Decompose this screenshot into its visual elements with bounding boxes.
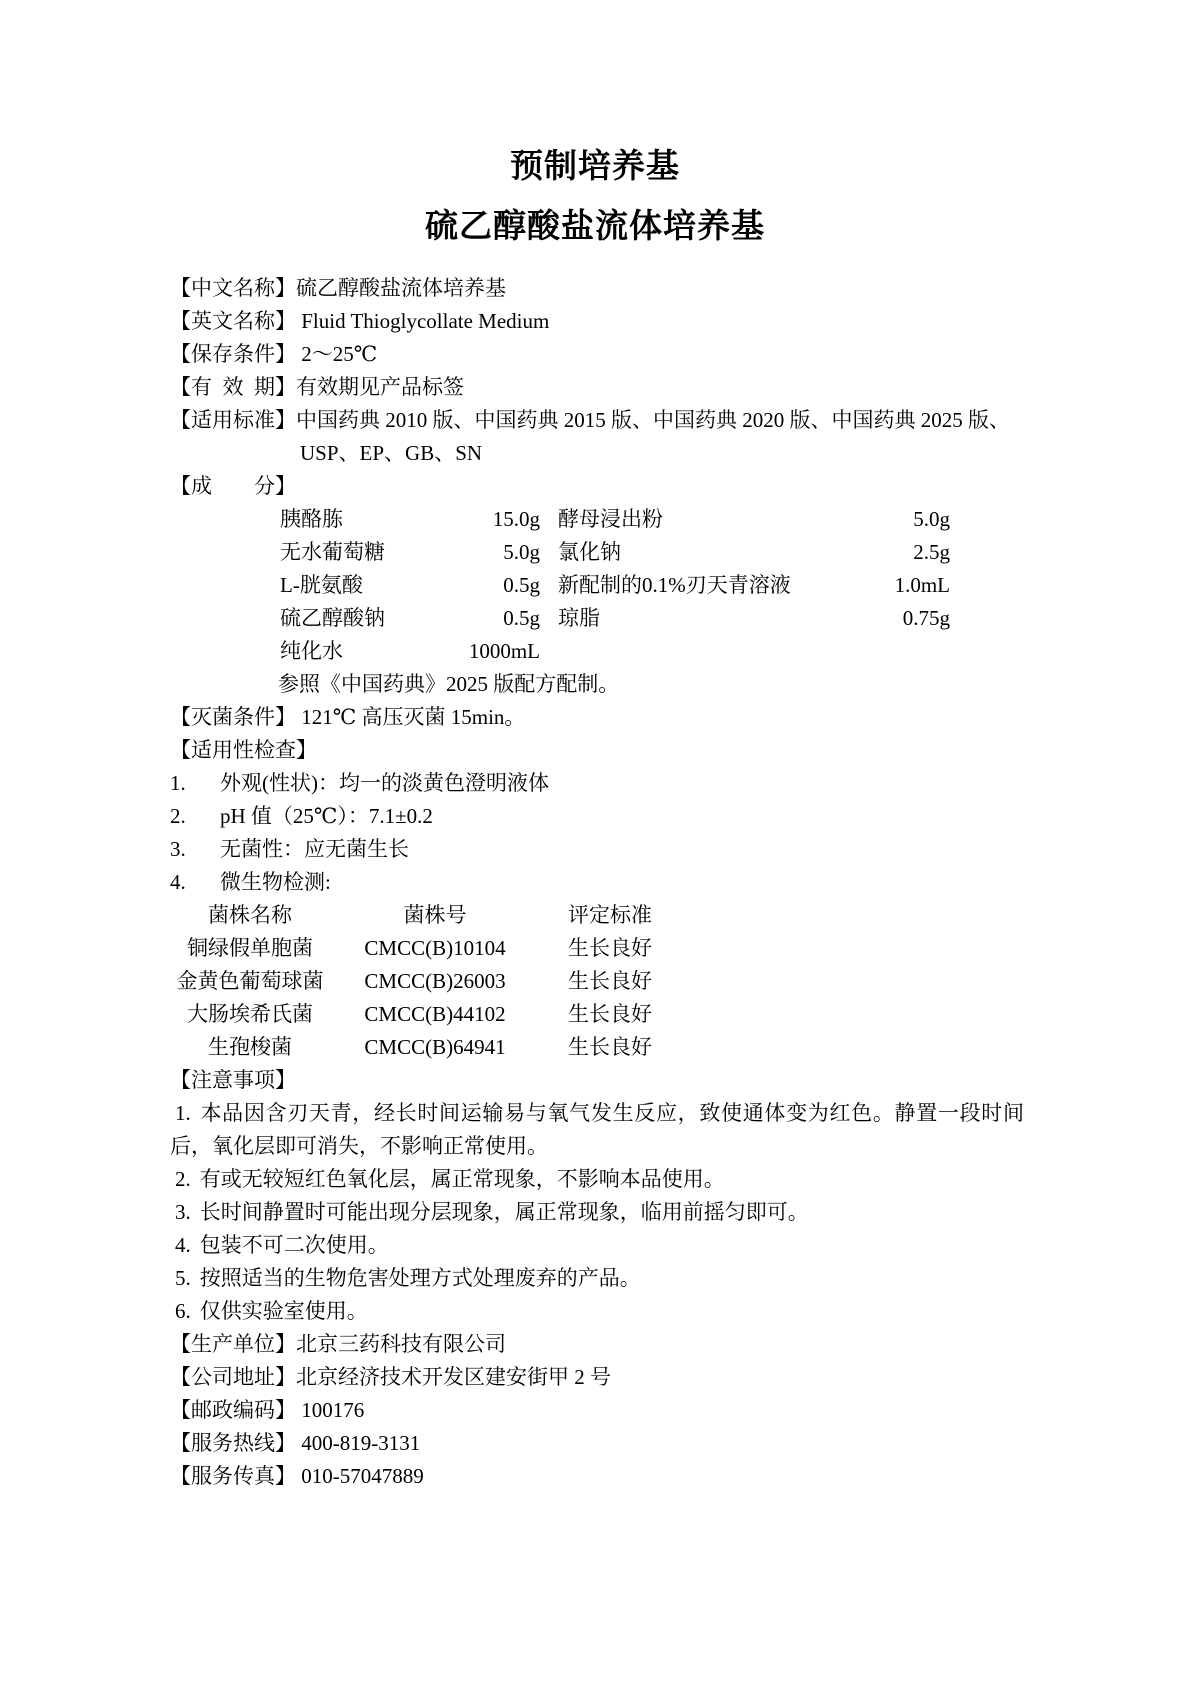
strain-result: 生长良好: [568, 1035, 652, 1059]
column-header-criteria: 评定标准: [568, 903, 652, 927]
suitability-item-sterility: [170, 833, 1024, 866]
document-subtitle: 硫乙醇酸盐流体培养基: [425, 209, 765, 245]
precaution-item: [170, 1295, 1024, 1328]
field-label: 【生产单位】: [170, 1332, 296, 1356]
field-service-hotline: [170, 1427, 1024, 1460]
field-value: 北京经济技术开发区建安街甲 2 号: [296, 1365, 611, 1389]
item-text: 包装不可二次使用。: [199, 1233, 389, 1257]
field-value: 中国药典 2010 版、中国药典 2015 版、中国药典 2020 版、中国药典 2025 版、: [296, 408, 1010, 432]
strain-id: CMCC(B)10104: [364, 936, 506, 960]
field-label: 【适用标准】: [170, 408, 296, 432]
field-chinese-name: [170, 272, 1024, 305]
ingredient-amount: 0.5g: [503, 573, 540, 597]
field-label: 【服务热线】: [170, 1431, 296, 1455]
strain-table-row: [170, 998, 1024, 1031]
ingredient-name: [540, 635, 800, 668]
precaution-item: [170, 1196, 1024, 1229]
strain-table-row: [170, 965, 1024, 998]
document-body: [170, 272, 1024, 1493]
field-value: Fluid Thioglycollate Medium: [296, 309, 550, 333]
precaution-item: [170, 1097, 1024, 1163]
item-number: 1.: [170, 771, 186, 795]
composition-reference-note: 参照《中国药典》2025 版配方配制。: [278, 672, 620, 696]
composition-row: [170, 536, 1024, 569]
field-postal-code: [170, 1394, 1024, 1427]
field-label: 【英文名称】: [170, 309, 296, 333]
section-precautions-label: [170, 1064, 1024, 1097]
ingredient-amount: 1000mL: [468, 639, 540, 663]
ingredient-name: 纯化水: [280, 639, 343, 663]
strain-table-row: [170, 1031, 1024, 1064]
section-suitability-label: [170, 734, 1024, 767]
item-text: 微生物检测:: [220, 870, 331, 894]
ingredient-name: 无水葡萄糖: [280, 540, 385, 564]
column-header-strain-id: 菌株号: [403, 903, 467, 927]
composition-row: [170, 569, 1024, 602]
field-label: 【服务传真】: [170, 1464, 296, 1488]
suitability-item-microbial-test: [170, 866, 1024, 899]
ingredient-name: 硫乙醇酸钠: [280, 606, 385, 630]
ingredient-name: 新配制的0.1%刃天青溶液: [558, 573, 791, 597]
ingredient-name: 琼脂: [558, 606, 600, 630]
ingredient-name: 酵母浸出粉: [558, 507, 663, 531]
field-value: 400-819-3131: [296, 1431, 421, 1455]
composition-row: [170, 503, 1024, 536]
item-text: 有或无较短红色氧化层，属正常现象，不影响本品使用。: [199, 1167, 725, 1191]
strain-result: 生长良好: [568, 969, 652, 993]
precaution-item: [170, 1262, 1024, 1295]
strain-id: CMCC(B)64941: [364, 1035, 506, 1059]
document-title: 预制培养基: [510, 149, 680, 185]
ingredient-amount: 1.0mL: [894, 573, 950, 597]
field-applicable-standards: [170, 404, 1024, 437]
item-number: 4.: [170, 870, 186, 894]
field-value: 010-57047889: [296, 1464, 424, 1488]
field-value: 2～25℃: [296, 342, 378, 366]
field-manufacturer: [170, 1328, 1024, 1361]
item-number: 4.: [175, 1233, 191, 1257]
item-number: 3.: [175, 1200, 191, 1224]
field-label: 【有 效 期】: [170, 375, 296, 399]
strain-name: 大肠埃希氏菌: [187, 1002, 313, 1026]
item-text: 仅供实验室使用。: [199, 1299, 368, 1323]
ingredient-name: 氯化钠: [558, 540, 621, 564]
column-header-strain-name: 菌株名称: [208, 903, 292, 927]
field-applicable-standards-line2: USP、EP、GB、SN: [300, 441, 483, 465]
precaution-item: [170, 1163, 1024, 1196]
ingredient-amount: 0.5g: [503, 606, 540, 630]
strain-name: 金黄色葡萄球菌: [176, 969, 324, 993]
strain-name: 铜绿假单胞菌: [187, 936, 313, 960]
item-number: 1.: [175, 1101, 191, 1125]
field-label: 【注意事项】: [170, 1068, 296, 1092]
suitability-item-appearance: [170, 767, 1024, 800]
field-shelf-life: [170, 371, 1024, 404]
strain-table-row: [170, 932, 1024, 965]
item-text: 外观(性状)：均一的淡黄色澄明液体: [220, 771, 549, 795]
composition-row: [170, 602, 1024, 635]
suitability-item-ph: [170, 800, 1024, 833]
strain-name: 生孢梭菌: [208, 1035, 292, 1059]
item-text: 本品因含刃天青，经长时间运输易与氧气发生反应，致使通体变为红色。静置一段时间后，氧化层即可消失，不影响正常使用。: [170, 1101, 1024, 1158]
strain-result: 生长良好: [568, 1002, 652, 1026]
item-number: 5.: [175, 1266, 191, 1290]
field-english-name: [170, 305, 1024, 338]
field-label: 【灭菌条件】: [170, 705, 296, 729]
field-label: 【保存条件】: [170, 342, 296, 366]
field-company-address: [170, 1361, 1024, 1394]
field-value: 硫乙醇酸盐流体培养基: [296, 276, 506, 300]
ingredient-amount: 2.5g: [913, 540, 950, 564]
field-label: 【邮政编码】: [170, 1398, 296, 1422]
ingredient-amount: 0.75g: [902, 606, 950, 630]
composition-row: [170, 635, 1024, 668]
strain-id: CMCC(B)44102: [364, 1002, 506, 1026]
item-number: 2.: [170, 804, 186, 828]
field-label: 【公司地址】: [170, 1365, 296, 1389]
item-text: 无菌性：应无菌生长: [220, 837, 409, 861]
strain-result: 生长良好: [568, 936, 652, 960]
field-label: 【成 分】: [170, 474, 296, 498]
precaution-item: [170, 1229, 1024, 1262]
item-text: 按照适当的生物危害处理方式处理废弃的产品。: [199, 1266, 641, 1290]
item-number: 6.: [175, 1299, 191, 1323]
ingredient-amount: 5.0g: [503, 540, 540, 564]
section-composition-label: [170, 470, 1024, 503]
ingredient-amount: [800, 635, 950, 668]
item-number: 3.: [170, 837, 186, 861]
field-value: 北京三药科技有限公司: [296, 1332, 506, 1356]
strain-id: CMCC(B)26003: [364, 969, 506, 993]
document-header: [0, 0, 1190, 257]
item-text: pH 值（25℃）：7.1±0.2: [220, 804, 433, 828]
item-number: 2.: [175, 1167, 191, 1191]
ingredient-name: 胰酪胨: [280, 507, 343, 531]
field-storage-condition: [170, 338, 1024, 371]
ingredient-amount: 15.0g: [492, 507, 540, 531]
field-label: 【适用性检查】: [170, 738, 317, 762]
field-service-fax: [170, 1460, 1024, 1493]
field-sterilization-condition: [170, 701, 1024, 734]
field-value: 有效期见产品标签: [296, 375, 464, 399]
strain-table-header-row: [170, 899, 1024, 932]
ingredient-name: L-胱氨酸: [280, 573, 363, 597]
field-label: 【中文名称】: [170, 276, 296, 300]
item-text: 长时间静置时可能出现分层现象，属正常现象，临用前摇匀即可。: [199, 1200, 809, 1224]
field-value: 121℃ 高压灭菌 15min。: [296, 705, 526, 729]
field-value: 100176: [296, 1398, 365, 1422]
ingredient-amount: 5.0g: [913, 507, 950, 531]
